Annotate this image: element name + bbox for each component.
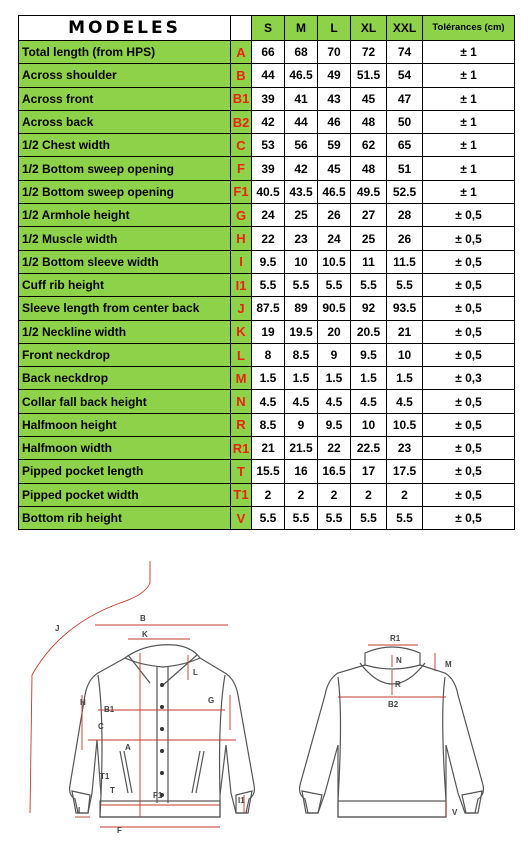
size-value: 51	[387, 157, 423, 180]
size-value: 51.5	[351, 64, 387, 87]
label-l: L	[193, 668, 198, 677]
size-value: 41	[285, 87, 318, 110]
tolerance-value: ± 1	[423, 157, 515, 180]
armhole-seams	[98, 675, 225, 795]
size-value: 8.5	[252, 413, 285, 436]
label-b1: B1	[104, 705, 115, 714]
size-value: 39	[252, 87, 285, 110]
table-row	[19, 297, 515, 320]
size-value: 56	[285, 134, 318, 157]
size-value: 28	[387, 204, 423, 227]
table-row	[19, 506, 515, 529]
size-value: 21.5	[285, 437, 318, 460]
tolerance-value: ± 0,5	[423, 297, 515, 320]
table-row	[19, 483, 515, 506]
left-pocket	[120, 751, 132, 793]
measurement-name: Pipped pocket width	[19, 483, 231, 506]
size-value: 44	[252, 64, 285, 87]
measurement-name: Back neckdrop	[19, 367, 231, 390]
size-value: 49	[318, 64, 351, 87]
size-value: 5.5	[318, 506, 351, 529]
table-row	[19, 343, 515, 366]
size-value: 68	[285, 41, 318, 64]
measurement-name: 1/2 Muscle width	[19, 227, 231, 250]
size-value: 59	[318, 134, 351, 157]
tolerance-value: ± 1	[423, 110, 515, 133]
measurement-name: 1/2 Armhole height	[19, 204, 231, 227]
tolerance-value: ± 0,3	[423, 367, 515, 390]
back-bottom-rib	[338, 801, 446, 817]
size-value: 87.5	[252, 297, 285, 320]
tolerance-value: ± 0,5	[423, 483, 515, 506]
size-value: 11.5	[387, 250, 423, 273]
size-value: 22	[318, 437, 351, 460]
size-value: 10	[285, 250, 318, 273]
label-r1: R1	[390, 634, 401, 643]
size-value: 4.5	[285, 390, 318, 413]
back-armhole-seams	[338, 677, 446, 800]
size-value: 42	[252, 110, 285, 133]
label-g: G	[208, 696, 215, 705]
back-measure-lines	[338, 645, 446, 817]
size-value: 42	[285, 157, 318, 180]
size-value: 17.5	[387, 460, 423, 483]
measurement-name: Bottom rib height	[19, 506, 231, 529]
measurement-code: M	[231, 367, 252, 390]
size-value: 10	[351, 413, 387, 436]
label-t: T	[110, 786, 115, 795]
measurement-name: 1/2 Bottom sweep opening	[19, 157, 231, 180]
size-value: 2	[252, 483, 285, 506]
measurement-code: B1	[231, 87, 252, 110]
size-value: 1.5	[387, 367, 423, 390]
measurement-code: F	[231, 157, 252, 180]
table-row	[19, 250, 515, 273]
size-value: 65	[387, 134, 423, 157]
size-value: 48	[351, 157, 387, 180]
size-value: 5.5	[387, 273, 423, 296]
table-row	[19, 273, 515, 296]
size-value: 22	[252, 227, 285, 250]
table-row	[19, 320, 515, 343]
size-value: 5.5	[351, 506, 387, 529]
measurement-name: Total length (from HPS)	[19, 41, 231, 64]
measure-line-j	[30, 561, 150, 813]
table-body	[19, 41, 515, 530]
size-value: 46.5	[285, 64, 318, 87]
size-value: 17	[351, 460, 387, 483]
measurement-name: Across back	[19, 110, 231, 133]
label-r: R	[395, 680, 401, 689]
size-value: 52.5	[387, 180, 423, 203]
size-value: 40.5	[252, 180, 285, 203]
size-value: 74	[387, 41, 423, 64]
measurement-code: I	[231, 250, 252, 273]
measurement-code: G	[231, 204, 252, 227]
measurement-name: Collar fall back height	[19, 390, 231, 413]
size-header: S	[252, 16, 285, 41]
table-row	[19, 180, 515, 203]
size-value: 1.5	[252, 367, 285, 390]
tolerance-value: ± 0,5	[423, 506, 515, 529]
label-f1: F1	[153, 791, 163, 800]
size-value: 72	[351, 41, 387, 64]
size-value: 4.5	[387, 390, 423, 413]
measurement-name: Cuff rib height	[19, 273, 231, 296]
tolerance-value: ± 1	[423, 180, 515, 203]
size-value: 9.5	[252, 250, 285, 273]
size-value: 19.5	[285, 320, 318, 343]
table-row	[19, 157, 515, 180]
tolerance-value: ± 0,5	[423, 437, 515, 460]
size-value: 26	[387, 227, 423, 250]
measurement-name: 1/2 Bottom sweep opening	[19, 180, 231, 203]
measurement-code: B	[231, 64, 252, 87]
size-value: 15.5	[252, 460, 285, 483]
tolerance-value: ± 0,5	[423, 390, 515, 413]
size-value: 9.5	[351, 343, 387, 366]
button-placket	[157, 667, 168, 803]
label-t1: T1	[100, 772, 110, 781]
size-value: 21	[252, 437, 285, 460]
bottom-rib	[100, 801, 220, 817]
measurement-code: I1	[231, 273, 252, 296]
measurement-code: K	[231, 320, 252, 343]
size-value: 46	[318, 110, 351, 133]
size-value: 43	[318, 87, 351, 110]
size-value: 8.5	[285, 343, 318, 366]
code-header	[231, 16, 252, 41]
label-b2: B2	[388, 700, 399, 709]
size-value: 92	[351, 297, 387, 320]
tolerance-value: ± 1	[423, 64, 515, 87]
measurement-name: Across shoulder	[19, 64, 231, 87]
measurement-name: Pipped pocket length	[19, 460, 231, 483]
measurement-code: R	[231, 413, 252, 436]
table-row	[19, 87, 515, 110]
label-a: A	[125, 743, 131, 752]
label-v: V	[452, 808, 458, 817]
size-header: XXL	[387, 16, 423, 41]
size-value: 44	[285, 110, 318, 133]
size-header: XL	[351, 16, 387, 41]
size-value: 5.5	[252, 506, 285, 529]
label-c: C	[98, 722, 104, 731]
size-value: 45	[318, 157, 351, 180]
table-row	[19, 367, 515, 390]
tolerance-value: ± 0,5	[423, 460, 515, 483]
label-b: B	[140, 614, 146, 623]
size-value: 1.5	[318, 367, 351, 390]
size-value: 50	[387, 110, 423, 133]
size-value: 19	[252, 320, 285, 343]
size-value: 5.5	[351, 273, 387, 296]
table-row	[19, 390, 515, 413]
size-value: 9.5	[318, 413, 351, 436]
size-value: 45	[351, 87, 387, 110]
size-value: 21	[387, 320, 423, 343]
measurement-code: L	[231, 343, 252, 366]
measurement-code: B2	[231, 110, 252, 133]
table-row	[19, 413, 515, 436]
size-header: M	[285, 16, 318, 41]
size-value: 24	[252, 204, 285, 227]
size-value: 47	[387, 87, 423, 110]
table-row	[19, 227, 515, 250]
size-value: 2	[285, 483, 318, 506]
measurement-code: J	[231, 297, 252, 320]
size-value: 39	[252, 157, 285, 180]
size-value: 10.5	[387, 413, 423, 436]
size-value: 20.5	[351, 320, 387, 343]
tolerance-value: ± 0,5	[423, 413, 515, 436]
size-value: 4.5	[351, 390, 387, 413]
label-n: N	[396, 656, 402, 665]
size-chart-table	[18, 15, 515, 530]
size-value: 24	[318, 227, 351, 250]
measurement-code: V	[231, 506, 252, 529]
measurement-name: 1/2 Bottom sleeve width	[19, 250, 231, 273]
measurement-name: Across front	[19, 87, 231, 110]
size-value: 2	[387, 483, 423, 506]
size-value: 9	[285, 413, 318, 436]
size-value: 5.5	[387, 506, 423, 529]
tolerance-value: ± 0,5	[423, 273, 515, 296]
size-value: 22.5	[351, 437, 387, 460]
size-value: 70	[318, 41, 351, 64]
measurement-code: T1	[231, 483, 252, 506]
size-value: 46.5	[318, 180, 351, 203]
size-value: 49.5	[351, 180, 387, 203]
size-value: 2	[351, 483, 387, 506]
measurement-name: 1/2 Chest width	[19, 134, 231, 157]
size-value: 25	[351, 227, 387, 250]
size-value: 43.5	[285, 180, 318, 203]
measurement-name: 1/2 Neckline width	[19, 320, 231, 343]
tolerance-value: ± 1	[423, 134, 515, 157]
size-value: 16.5	[318, 460, 351, 483]
size-value: 23	[285, 227, 318, 250]
table-row	[19, 437, 515, 460]
table-row	[19, 41, 515, 64]
size-value: 20	[318, 320, 351, 343]
measurement-name: Halfmoon height	[19, 413, 231, 436]
table-row	[19, 134, 515, 157]
back-body-outline	[300, 665, 484, 817]
label-j: J	[55, 624, 60, 633]
table-row	[19, 110, 515, 133]
size-value: 89	[285, 297, 318, 320]
back-collar	[365, 647, 420, 669]
measurement-name: Sleeve length from center back	[19, 297, 231, 320]
size-value: 11	[351, 250, 387, 273]
label-m: M	[445, 660, 452, 669]
size-value: 2	[318, 483, 351, 506]
size-value: 1.5	[351, 367, 387, 390]
size-value: 5.5	[318, 273, 351, 296]
back-labels	[388, 634, 458, 817]
tolerance-value: ± 0,5	[423, 343, 515, 366]
label-i1: I1	[238, 796, 245, 805]
size-value: 53	[252, 134, 285, 157]
size-value: 93.5	[387, 297, 423, 320]
tolerance-value: ± 0,5	[423, 227, 515, 250]
tolerance-value: ± 0,5	[423, 250, 515, 273]
size-value: 5.5	[285, 273, 318, 296]
tolerance-value: ± 1	[423, 87, 515, 110]
table-header-row	[19, 16, 515, 41]
front-collar	[125, 645, 200, 667]
size-value: 9	[318, 343, 351, 366]
size-value: 90.5	[318, 297, 351, 320]
front-measure-lines	[30, 561, 244, 827]
size-value: 1.5	[285, 367, 318, 390]
label-i: I	[78, 806, 81, 815]
measurement-code: F1	[231, 180, 252, 203]
tolerance-value: ± 0,5	[423, 204, 515, 227]
table-row	[19, 64, 515, 87]
measurement-code: T	[231, 460, 252, 483]
measurement-code: C	[231, 134, 252, 157]
size-value: 5.5	[252, 273, 285, 296]
measurement-code: N	[231, 390, 252, 413]
size-value: 16	[285, 460, 318, 483]
measurement-code: H	[231, 227, 252, 250]
front-collar-lapels	[128, 655, 197, 685]
tolerance-value: ± 0,5	[423, 320, 515, 343]
table-row	[19, 460, 515, 483]
size-header: L	[318, 16, 351, 41]
size-value: 4.5	[252, 390, 285, 413]
label-h: H	[80, 698, 86, 707]
table-row	[19, 204, 515, 227]
size-value: 5.5	[285, 506, 318, 529]
measurement-name: Halfmoon width	[19, 437, 231, 460]
measurement-code: R1	[231, 437, 252, 460]
size-value: 66	[252, 41, 285, 64]
back-jacket-drawing	[300, 647, 484, 817]
size-value: 23	[387, 437, 423, 460]
measurement-code: A	[231, 41, 252, 64]
size-value: 10	[387, 343, 423, 366]
table-title: MODELES	[19, 16, 231, 41]
tolerance-value: ± 1	[423, 41, 515, 64]
size-value: 4.5	[318, 390, 351, 413]
right-pocket	[192, 751, 204, 793]
size-value: 26	[318, 204, 351, 227]
label-k: K	[142, 630, 148, 639]
size-value: 54	[387, 64, 423, 87]
size-value: 8	[252, 343, 285, 366]
size-value: 62	[351, 134, 387, 157]
size-value: 27	[351, 204, 387, 227]
label-f: F	[117, 826, 122, 835]
jacket-measurement-diagram	[0, 555, 532, 855]
tolerance-header: Tolérances (cm)	[423, 16, 515, 41]
measurement-name: Front neckdrop	[19, 343, 231, 366]
size-value: 10.5	[318, 250, 351, 273]
size-value: 48	[351, 110, 387, 133]
size-value: 25	[285, 204, 318, 227]
